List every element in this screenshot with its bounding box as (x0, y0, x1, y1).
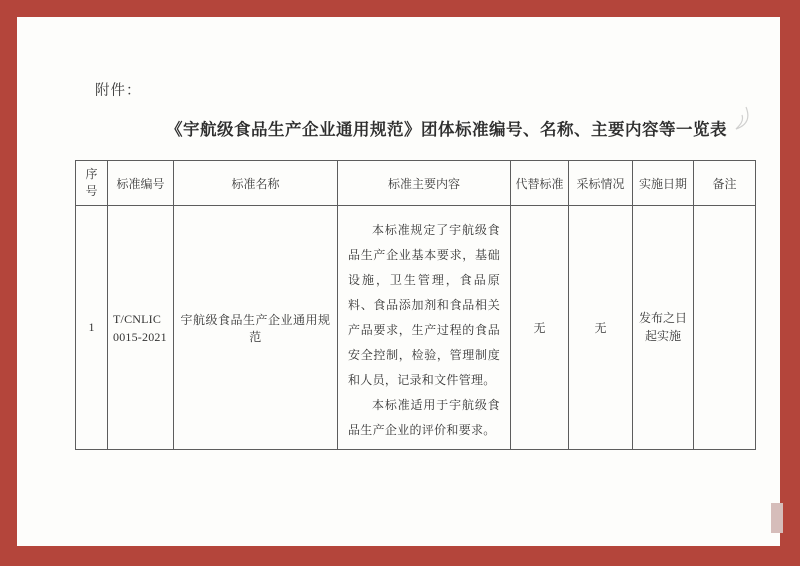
cell-standard-name: 宇航级食品生产企业通用规范 (174, 206, 338, 450)
cell-standard-content (338, 206, 511, 450)
standards-table-wrap (75, 160, 756, 450)
cell-implementation-date: 发布之日起实施 (633, 206, 694, 450)
scan-artifact-mark (722, 105, 752, 139)
table-header-row (76, 161, 756, 206)
header-name: 标准名称 (174, 161, 338, 206)
standards-table (75, 160, 756, 450)
cell-standard-code: T/CNLIC 0015-2021 (108, 206, 174, 450)
document-page (17, 17, 780, 546)
header-replaced: 代替标准 (511, 161, 569, 206)
header-seq: 序号 (76, 161, 108, 206)
content-paragraph-2: 本标准适用于宇航级食品生产企业的评价和要求。 (348, 398, 500, 437)
cell-seq: 1 (76, 206, 108, 450)
header-code: 标准编号 (108, 161, 174, 206)
cell-replaced-standard: 无 (511, 206, 569, 450)
header-remarks: 备注 (694, 161, 756, 206)
header-date: 实施日期 (633, 161, 694, 206)
content-paragraph-1: 本标准规定了宇航级食品生产企业基本要求，基础设施，卫生管理，食品原料、食品添加剂和食品相关产品要求，生产过程的食品安全控制，检验，管理制度和人员，记录和文件管理。 (348, 223, 500, 387)
attachment-label: 附件： (95, 83, 142, 99)
header-content: 标准主要内容 (338, 161, 511, 206)
cell-adoption-status: 无 (569, 206, 633, 450)
header-adoption: 采标情况 (569, 161, 633, 206)
page-title: 《宇航级食品生产企业通用规范》团体标准编号、名称、主要内容等一览表 (166, 120, 727, 139)
table-row (76, 206, 756, 450)
page-edge-artifact (771, 503, 783, 533)
cell-remarks (694, 206, 756, 450)
